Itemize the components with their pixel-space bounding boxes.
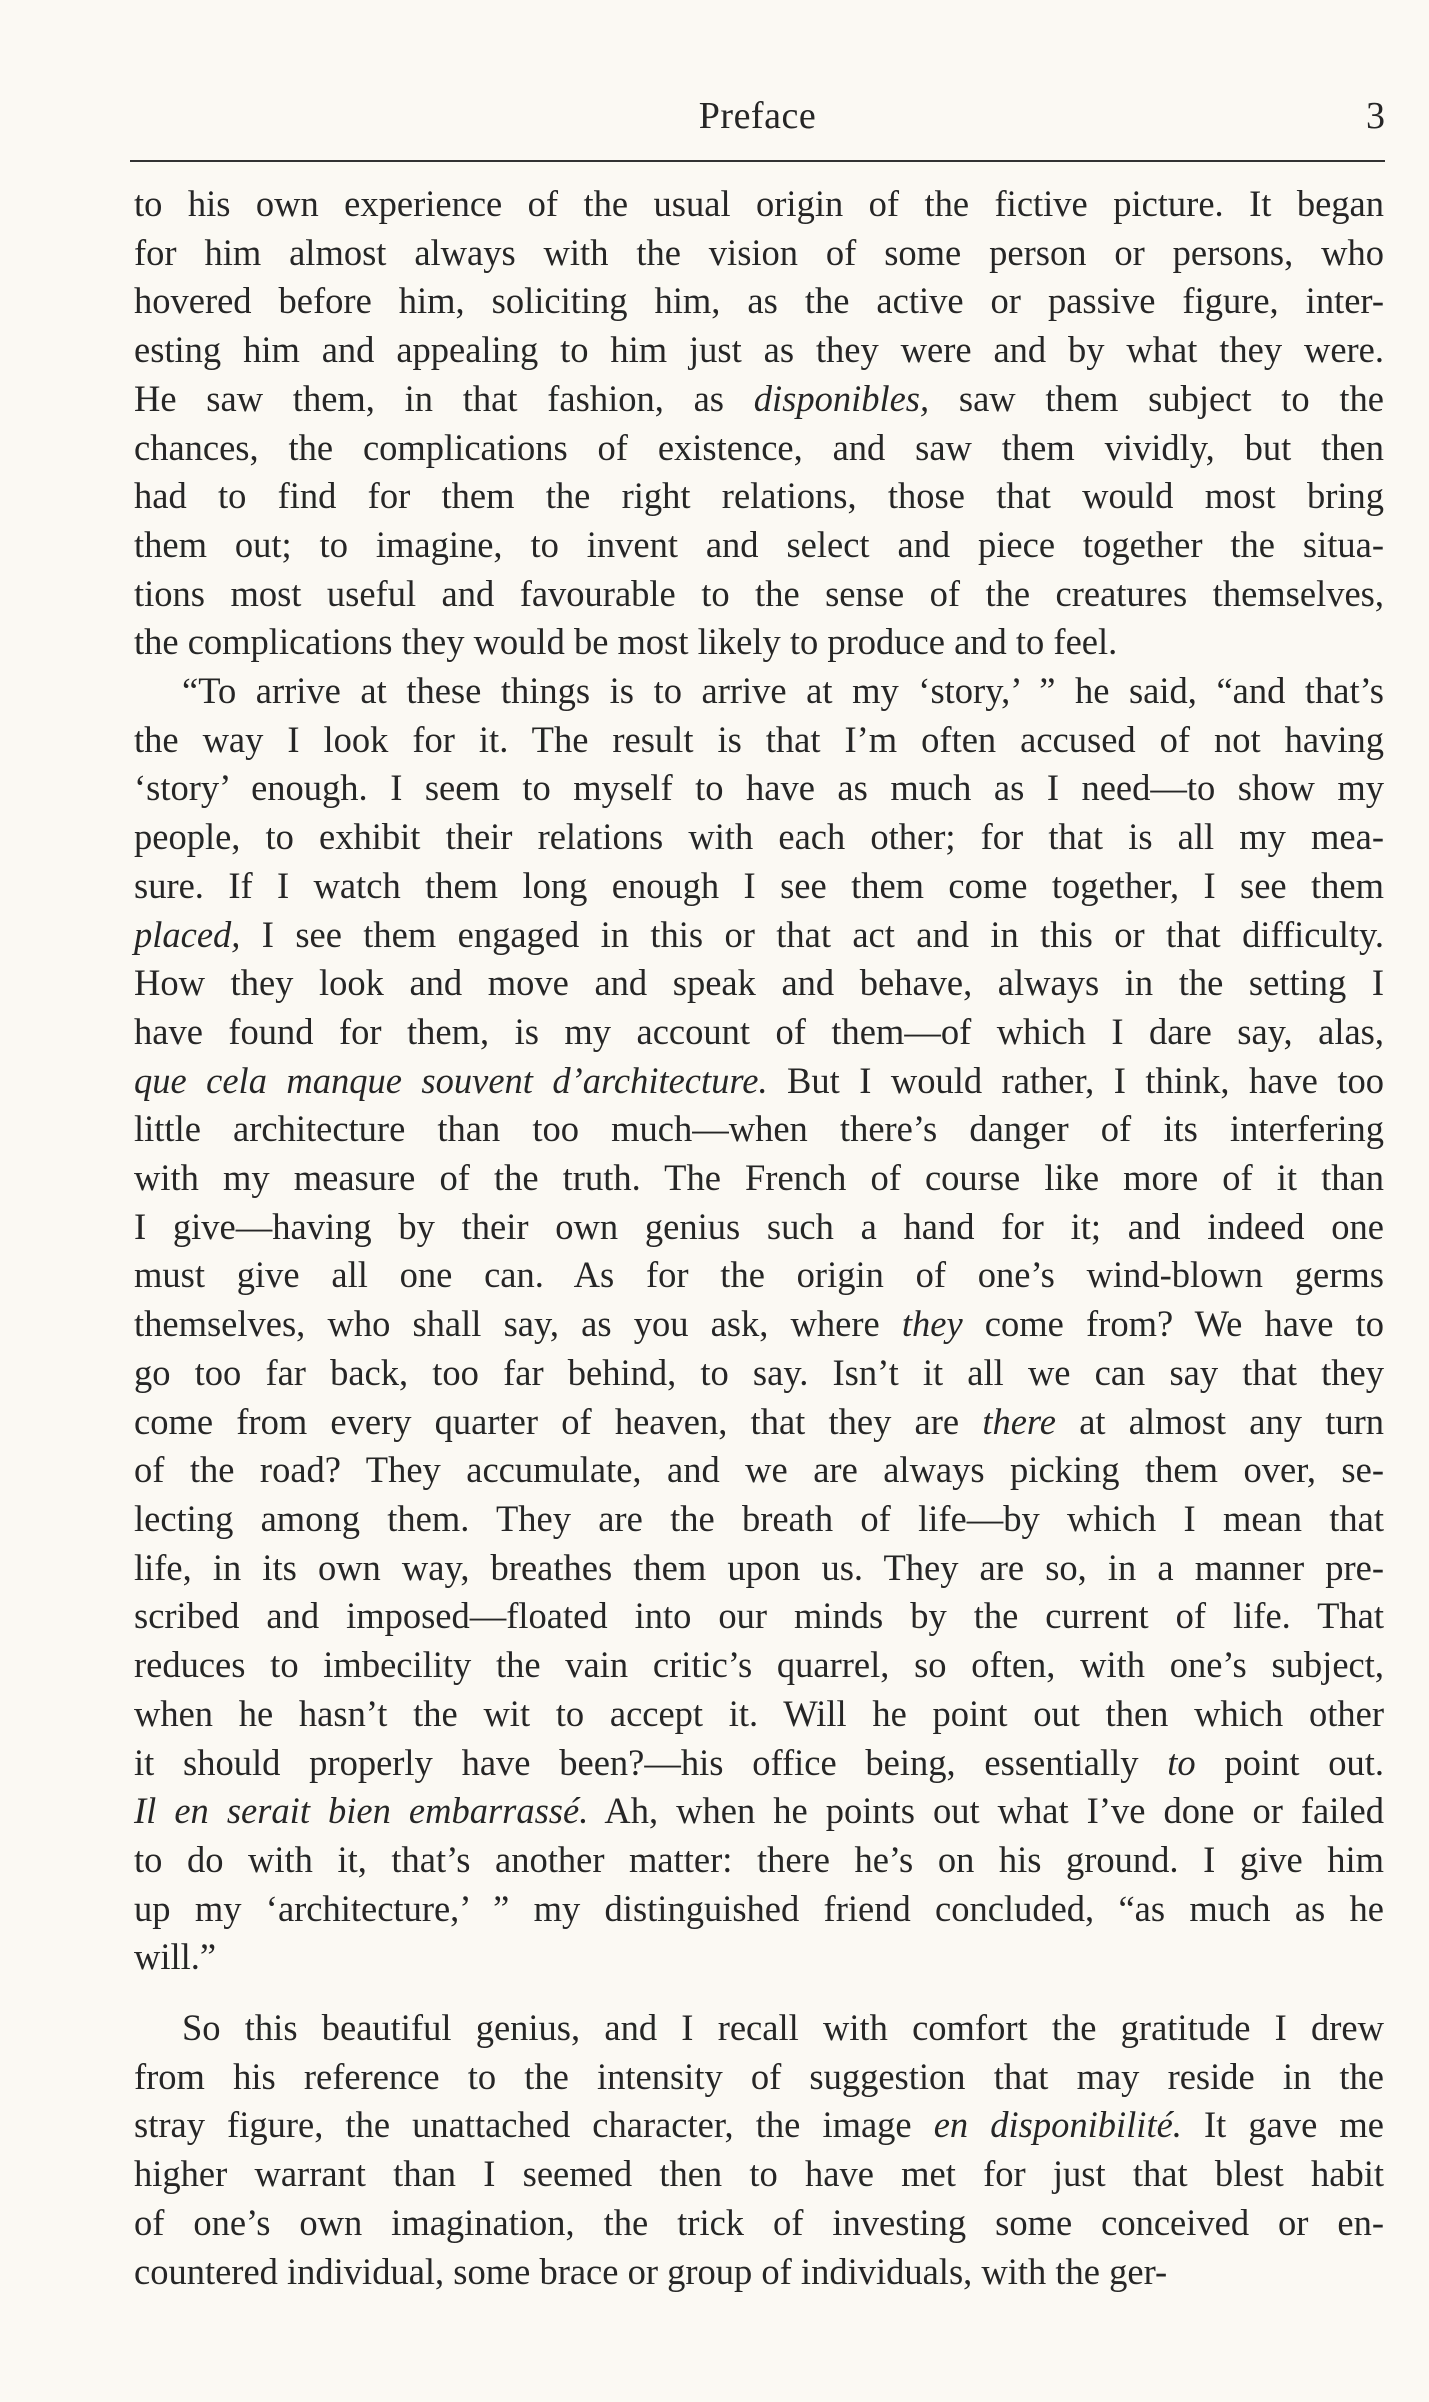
text-line: will.” (134, 1936, 217, 1978)
text-line: que cela manque souvent d’architecture. But I would rather, I think, have too (134, 1059, 1384, 1101)
text-line: come from every quarter of heaven, that they are there at almost any turn (134, 1400, 1384, 1442)
text-line: sure. If I watch them long enough I see them come together, I see them (134, 864, 1384, 906)
text-line: He saw them, in that fashion, as disponibles, saw them subject to the (134, 377, 1384, 419)
text-line: the complications they would be most likely to produce and to feel. (134, 621, 1118, 663)
text-line: How they look and move and speak and behave, always in the setting I (134, 962, 1384, 1004)
paragraph (134, 667, 1384, 1982)
italic-phrase: there (982, 1400, 1056, 1442)
text-line: “To arrive at these things is to arrive at my ‘story,’ ” he said, “and that’s (182, 670, 1384, 712)
italic-phrase: en disponibilité. (933, 2104, 1182, 2146)
italic-phrase: placed, (134, 913, 241, 955)
text-line: it should properly have been?—his office being, essentially to point out. (134, 1741, 1384, 1783)
text-line: people, to exhibit their relations with each other; for that is all my mea- (134, 816, 1384, 858)
paragraph (134, 2004, 1384, 2296)
text-line: lecting among them. They are the breath of life—by which I mean that (134, 1497, 1384, 1539)
text-line: for him almost always with the vision of some person or persons, who (134, 231, 1384, 273)
text-line: esting him and appealing to him just as they were and by what they were. (134, 329, 1384, 371)
text-line: chances, the complications of existence, and saw them vividly, but then (134, 426, 1384, 468)
running-head (130, 88, 1385, 148)
body-text (134, 180, 1384, 2296)
text-line: countered individual, some brace or group of individuals, with the ger- (134, 2250, 1168, 2292)
text-line: hovered before him, soliciting him, as the active or passive figure, inter- (134, 280, 1384, 322)
italic-phrase: they (901, 1303, 963, 1345)
text-line: with my measure of the truth. The French of course like more of it than (134, 1157, 1384, 1199)
text-line: I give—having by their own genius such a hand for it; and indeed one (134, 1205, 1384, 1247)
page-number: 3 (1366, 95, 1385, 137)
text-line: So this beautiful genius, and I recall with comfort the gratitude I drew (182, 2007, 1384, 2049)
text-line: themselves, who shall say, as you ask, where they come from? We have to (134, 1303, 1384, 1345)
text-line: have found for them, is my account of them—of which I dare say, alas, (134, 1010, 1384, 1052)
paragraph (134, 180, 1384, 667)
text-line: from his reference to the intensity of suggestion that may reside in the (134, 2055, 1384, 2097)
text-line: tions most useful and favourable to the sense of the creatures themselves, (134, 572, 1384, 614)
text-line: life, in its own way, breathes them upon us. They are so, in a manner pre- (134, 1546, 1384, 1588)
text-line: them out; to imagine, to invent and select and piece together the situa- (134, 523, 1384, 565)
text-line: of one’s own imagination, the trick of investing some conceived or en- (134, 2201, 1384, 2243)
italic-phrase: Il en serait bien embarrassé. (134, 1790, 589, 1832)
running-head-title: Preface (698, 95, 817, 137)
text-line: of the road? They accumulate, and we are always picking them over, se- (134, 1449, 1384, 1491)
italic-phrase: disponibles, (753, 377, 930, 419)
header-rule (130, 160, 1385, 162)
text-line: little architecture than too much—when there’s danger of its interfering (134, 1108, 1384, 1150)
text-line: scribed and imposed—floated into our minds by the current of life. That (134, 1595, 1384, 1637)
text-line: Il en serait bien embarrassé. Ah, when he points out what I’ve done or failed (134, 1790, 1384, 1832)
italic-phrase: que cela manque souvent d’architecture. (134, 1059, 768, 1101)
text-line: to his own experience of the usual origin of the fictive picture. It began (134, 183, 1384, 224)
text-line: stray figure, the unattached character, the image en disponibilité. It gave me (134, 2104, 1385, 2146)
text-line: placed, I see them engaged in this or that act and in this or that difficulty. (134, 913, 1384, 955)
text-line: reduces to imbecility the vain critic’s quarrel, so often, with one’s subject, (134, 1644, 1384, 1686)
text-line: must give all one can. As for the origin of one’s wind-blown germs (134, 1254, 1384, 1296)
text-line: when he hasn’t the wit to accept it. Will he point out then which other (134, 1692, 1384, 1734)
text-line: higher warrant than I seemed then to have met for just that blest habit (134, 2153, 1384, 2195)
italic-phrase: to (1167, 1741, 1196, 1783)
text-line: had to find for them the right relations, those that would most bring (134, 475, 1384, 517)
text-line: to do with it, that’s another matter: there he’s on his ground. I give him (134, 1838, 1384, 1880)
text-line: go too far back, too far behind, to say. Isn’t it all we can say that they (134, 1351, 1384, 1393)
text-line: the way I look for it. The result is that I’m often accused of not having (134, 718, 1384, 760)
text-line: ‘story’ enough. I seem to myself to have as much as I need—to show my (134, 767, 1384, 809)
text-line: up my ‘architecture,’ ” my distinguished friend concluded, “as much as he (134, 1887, 1384, 1929)
